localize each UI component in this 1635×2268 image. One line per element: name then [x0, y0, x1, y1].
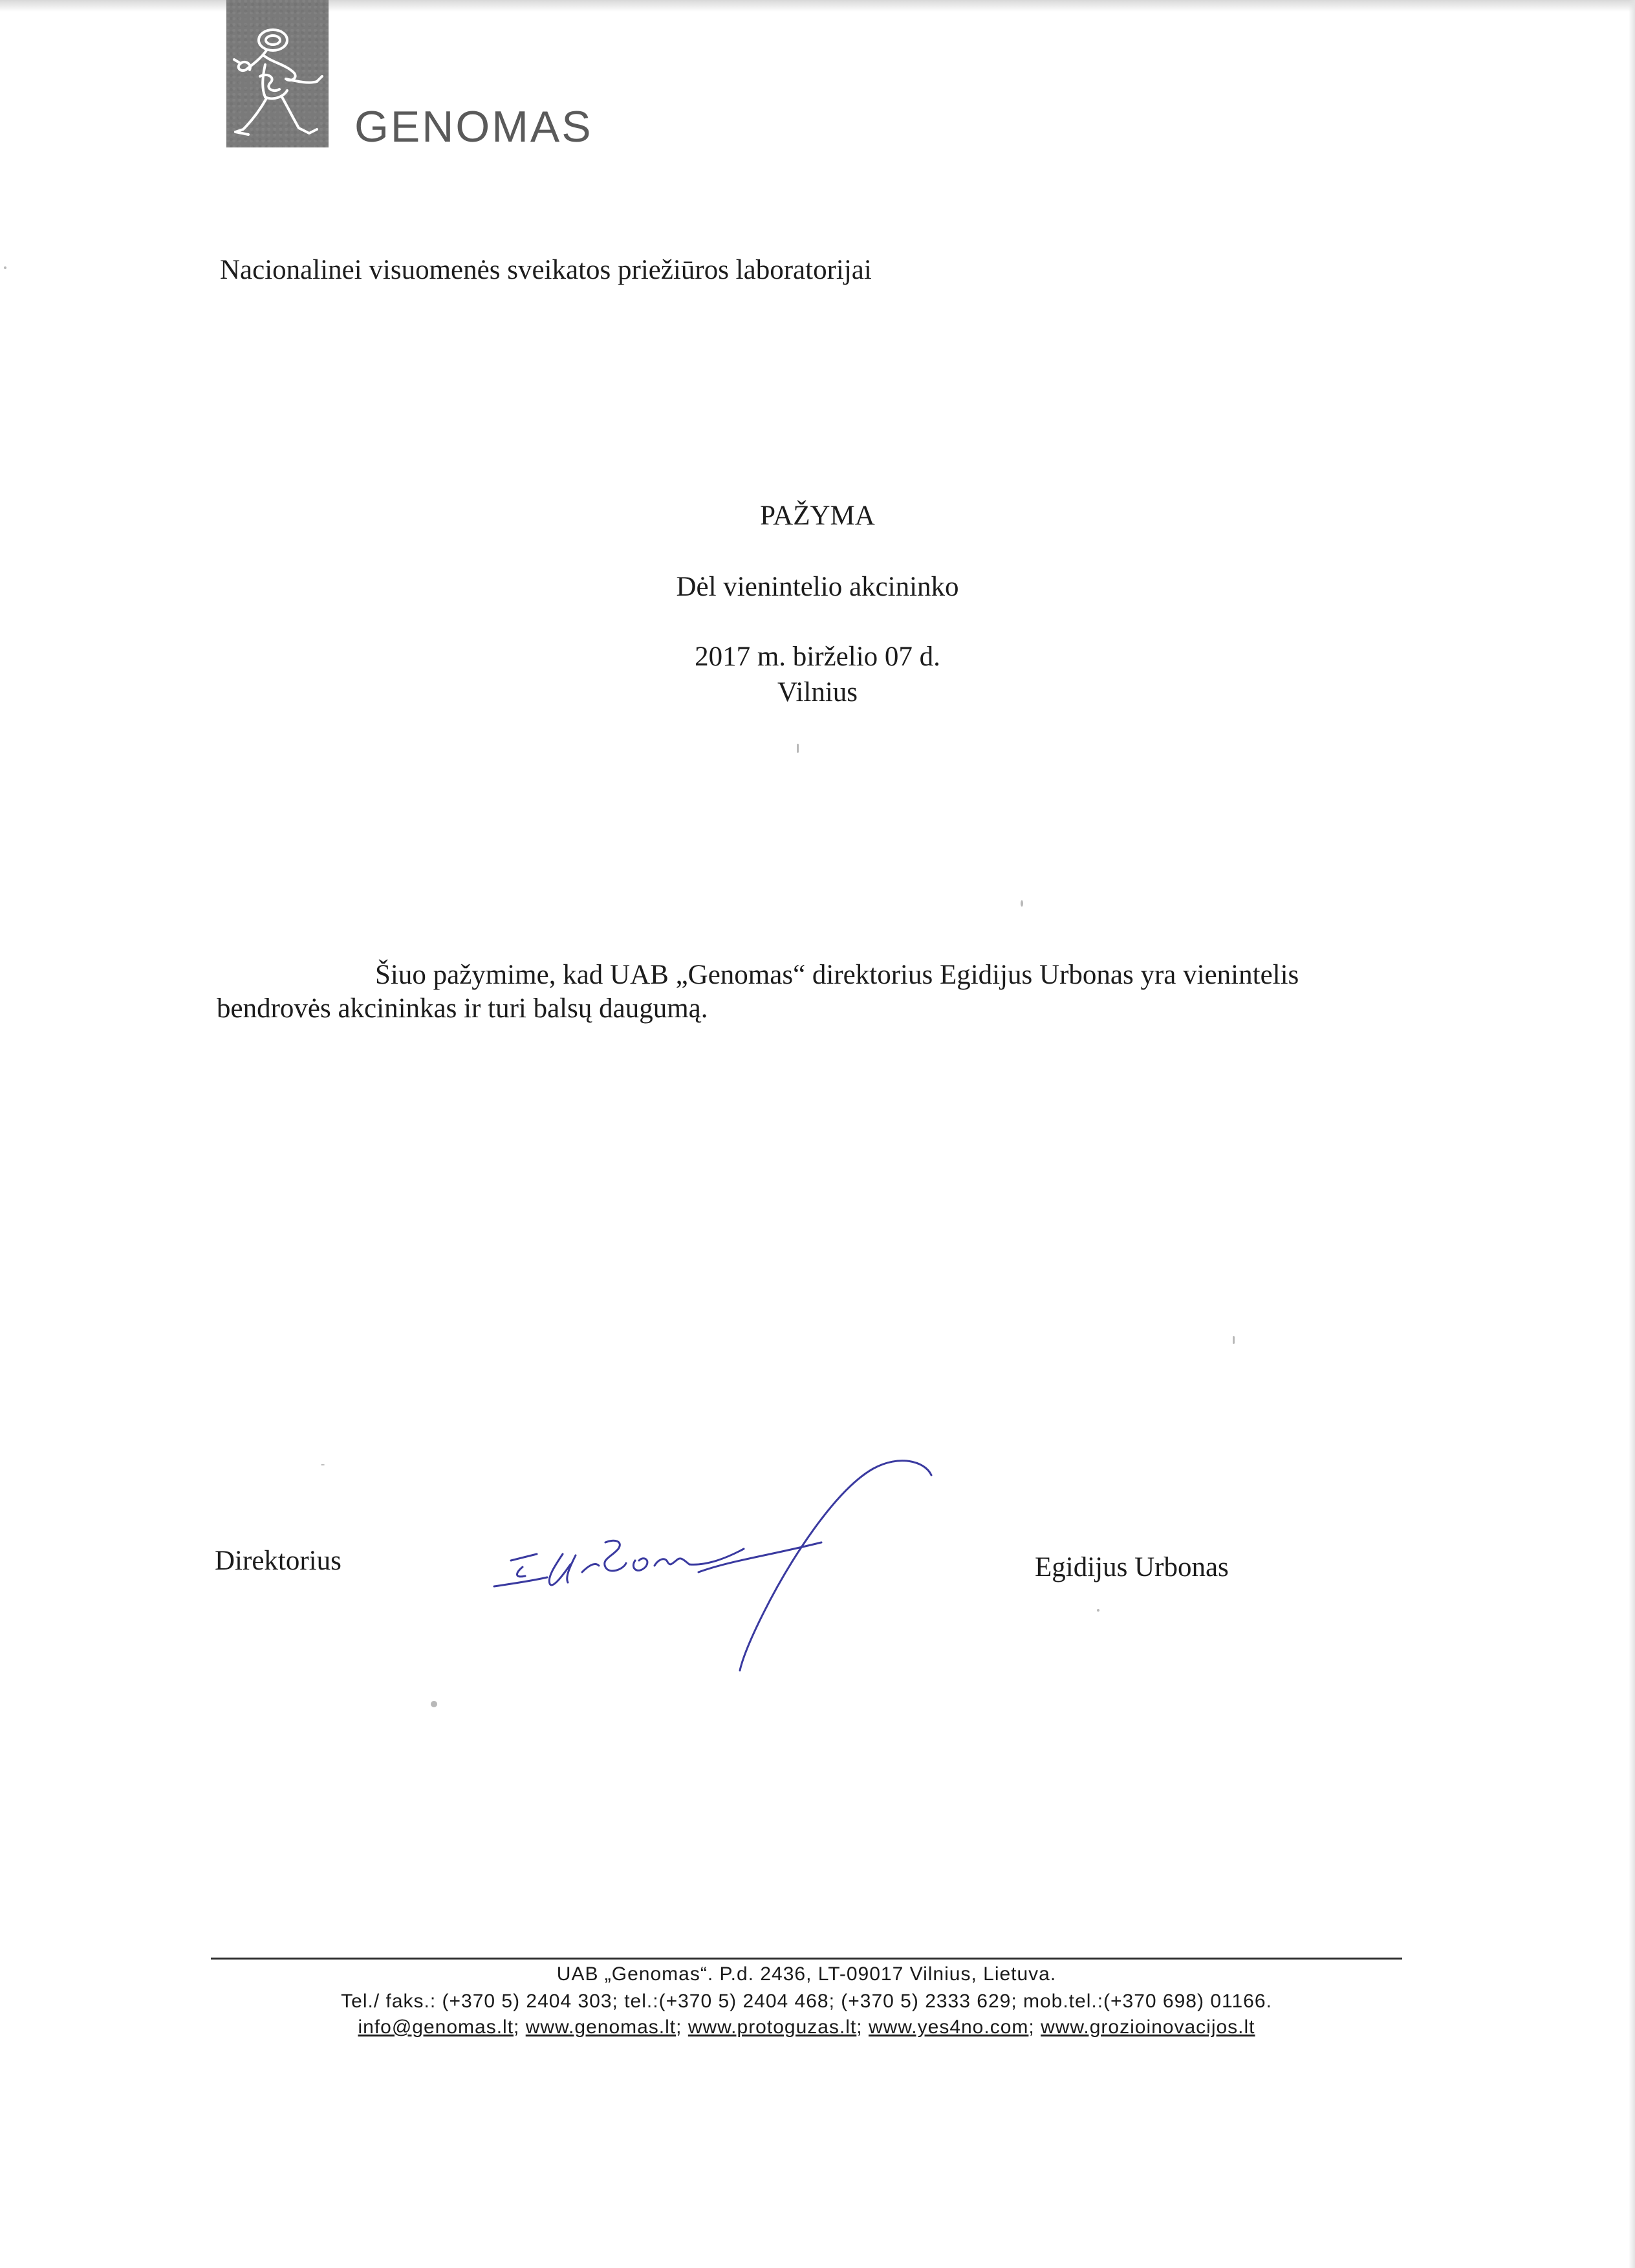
recipient-line: Nacionalinei visuomenės sveikatos priežiūros laboratorijai	[220, 255, 872, 285]
document-title: PAŽYMA	[760, 501, 875, 531]
scan-speck	[797, 744, 799, 753]
footer-link[interactable]: www.yes4no.com	[868, 2016, 1029, 2038]
footer-link[interactable]: www.genomas.lt	[525, 2016, 677, 2038]
scan-speck	[1233, 1336, 1235, 1344]
document-subject: Dėl vienintelio akcininko	[676, 572, 959, 602]
signatory-role: Direktorius	[215, 1546, 341, 1576]
scan-speck	[431, 1701, 437, 1707]
footer-link-separator: ;	[514, 2016, 526, 2038]
footer-link[interactable]: www.grozioinovacijos.lt	[1041, 2016, 1255, 2038]
company-logo-icon	[226, 0, 329, 147]
scan-speck	[321, 1464, 325, 1465]
footer-address: UAB „Genomas“. P.d. 2436, LT-09017 Vilnius, Lietuva.	[556, 1963, 1057, 1985]
scan-speck	[1021, 900, 1023, 907]
footer-divider	[211, 1958, 1402, 1960]
footer-link-separator: ;	[1028, 2016, 1041, 2038]
handwritten-signature	[485, 1445, 951, 1685]
footer-link[interactable]: info@genomas.lt	[358, 2016, 514, 2038]
body-paragraph-line-1: Šiuo pažymime, kad UAB „Genomas“ direktorius Egidijus Urbonas yra vienintelis	[375, 960, 1299, 990]
scan-shadow-right	[1629, 0, 1635, 2268]
company-logo-text: GENOMAS	[354, 102, 593, 151]
scan-speck	[1097, 1609, 1099, 1612]
footer-link-separator: ;	[676, 2016, 688, 2038]
footer-link-separator: ;	[856, 2016, 869, 2038]
footer-phones: Tel./ faks.: (+370 5) 2404 303; tel.:(+370 5) 2404 468; (+370 5) 2333 629; mob.tel.:(+370 698) 01166.	[341, 1991, 1272, 2012]
footer-link[interactable]: www.protoguzas.lt	[688, 2016, 857, 2038]
footer-links	[211, 2016, 1402, 2038]
signatory-name: Egidijus Urbonas	[1035, 1552, 1229, 1582]
body-paragraph-line-2: bendrovės akcininkas ir turi balsų daugumą.	[217, 993, 708, 1024]
document-place: Vilnius	[777, 677, 858, 707]
document-date: 2017 m. birželio 07 d.	[695, 642, 940, 672]
scan-speck	[4, 266, 6, 269]
